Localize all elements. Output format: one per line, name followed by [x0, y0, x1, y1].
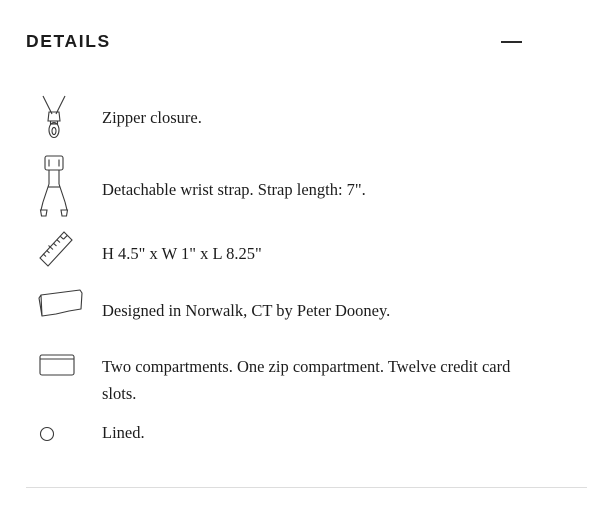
- list-item: [26, 94, 587, 154]
- list-item: [26, 230, 587, 285]
- details-section-header[interactable]: [26, 26, 587, 56]
- section-divider: [26, 487, 587, 488]
- detail-text: Designed in Norwalk, CT by Peter Dooney.: [102, 301, 391, 320]
- list-item: [26, 285, 587, 347]
- list-item: [26, 347, 587, 419]
- list-item: [26, 419, 587, 459]
- ruler-icon: [26, 230, 102, 274]
- circle-icon: [26, 419, 102, 445]
- wrist-strap-icon: [26, 154, 102, 220]
- zipper-pull-icon: [26, 94, 102, 148]
- connecticut-state-icon: [26, 285, 102, 325]
- detail-text: Detachable wrist strap. Strap length: 7".: [102, 180, 366, 199]
- page-title: DETAILS: [26, 30, 111, 51]
- detail-text: H 4.5" x W 1" x L 8.25": [102, 244, 262, 263]
- detail-text: Two compartments. One zip compartment. Twelve credit card slots.: [102, 357, 511, 403]
- details-list: [26, 94, 587, 459]
- detail-text: Lined.: [102, 423, 145, 442]
- detail-text: Zipper closure.: [102, 108, 202, 127]
- minus-icon[interactable]: [501, 30, 523, 52]
- list-item: [26, 154, 587, 230]
- wallet-icon: [26, 347, 102, 387]
